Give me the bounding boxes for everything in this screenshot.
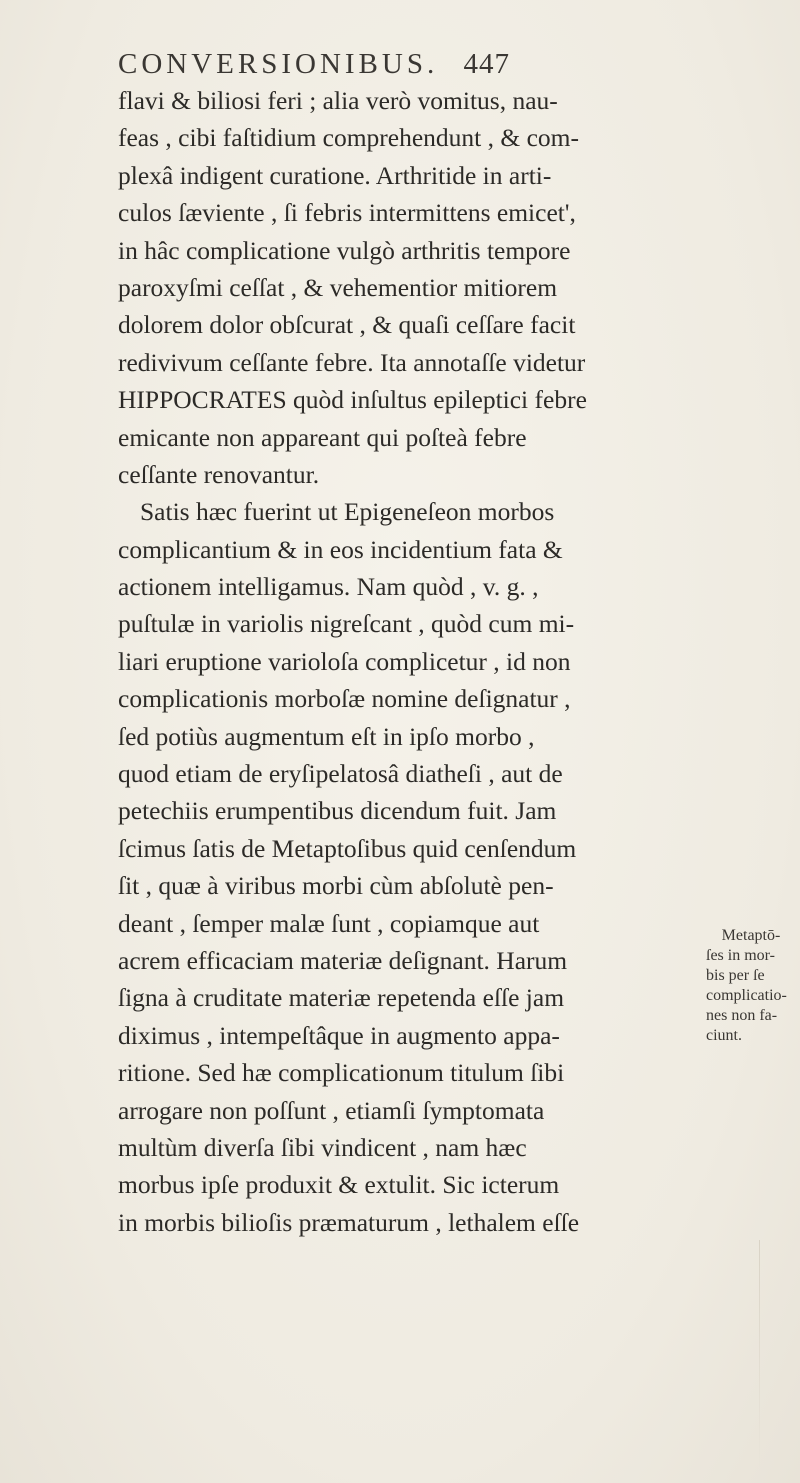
text-line: ſit , quæ à viribus morbi cùm abſolutè pen-: [118, 871, 554, 901]
text-line: actionem intelligamus. Nam quòd , v. g. ,: [118, 572, 539, 602]
marginal-note-line: ſes in mor-: [706, 947, 775, 964]
text-line: quod etiam de eryſipelatosâ diatheſi , aut de: [118, 759, 563, 789]
marginal-note-line: Metaptō-: [721, 927, 781, 944]
text-line: arrogare non poſſunt , etiamſi ſymptomata: [118, 1095, 545, 1125]
text-line: feas , cibi faſtidium comprehendunt , & com-: [118, 123, 579, 153]
paragraph-start-line: Satis hæc fuerint ut Epigeneſeon morbos: [140, 497, 555, 527]
body-text: [118, 82, 708, 1241]
text-line: in hâc complicatione vulgò arthritis tempore: [118, 235, 571, 265]
running-head-title: CONVERSIONIBUS.: [118, 48, 439, 80]
marginal-note-line: ciunt.: [706, 1027, 742, 1044]
text-line: complicationis morboſæ nomine deſignatur ,: [118, 684, 571, 714]
text-line: ceſſante renovantur.: [118, 459, 320, 489]
text-line: paroxyſmi ceſſat , & vehementior mitiorem: [118, 272, 558, 302]
text-line: acrem efficaciam materiæ deſignant. Harum: [118, 945, 568, 975]
text-line: complicantium & in eos incidentium fata &: [118, 534, 563, 564]
text-line: HIPPOCRATES quòd inſultus epileptici febre: [118, 385, 587, 415]
text-line: ritione. Sed hæ complicationum titulum ſibi: [118, 1058, 565, 1088]
text-line: plexâ indigent curatione. Arthritide in arti-: [118, 160, 552, 190]
marginal-note: [706, 926, 796, 1046]
text-line: ſcimus ſatis de Metaptoſibus quid cenſendum: [118, 833, 577, 863]
text-line: deant , ſemper malæ ſunt , copiamque aut: [118, 908, 540, 938]
text-line: dolorem dolor obſcurat , & quaſi ceſſare facit: [118, 310, 576, 340]
text-line: petechiis erumpentibus dicendum fuit. Jam: [118, 796, 557, 826]
text-line: in morbis bilioſis præmaturum , lethalem eſſe: [118, 1207, 580, 1237]
text-line: emicante non appareant qui poſteà febre: [118, 422, 527, 452]
text-line: culos ſæviente , ſi febris intermittens emicet',: [118, 198, 576, 228]
text-line: puſtulæ in variolis nigreſcant , quòd cum mi-: [118, 609, 575, 639]
page-number: 447: [463, 48, 510, 80]
text-line: redivivum ceſſante febre. Ita annotaſſe videtur: [118, 347, 586, 377]
text-line: flavi & biliosi feri ; alia verò vomitus, nau-: [118, 86, 558, 115]
text-line: ſed potiùs augmentum eſt in ipſo morbo ,: [118, 721, 535, 751]
marginal-note-line: complicatio-: [706, 987, 787, 1004]
running-head: [118, 48, 678, 81]
text-line: diximus , intempeſtâque in augmento appa-: [118, 1020, 560, 1050]
text-line: multùm diverſa ſibi vindicent , nam hæc: [118, 1132, 527, 1162]
text-line: liari eruptione varioloſa complicetur , id non: [118, 646, 571, 676]
paper-crease: [759, 1240, 760, 1470]
marginal-note-line: nes non fa-: [706, 1007, 778, 1024]
text-line: ſigna à cruditate materiæ repetenda eſſe jam: [118, 983, 565, 1013]
marginal-note-line: bis per ſe: [706, 967, 765, 984]
text-line: morbus ipſe produxit & extulit. Sic icterum: [118, 1170, 560, 1200]
